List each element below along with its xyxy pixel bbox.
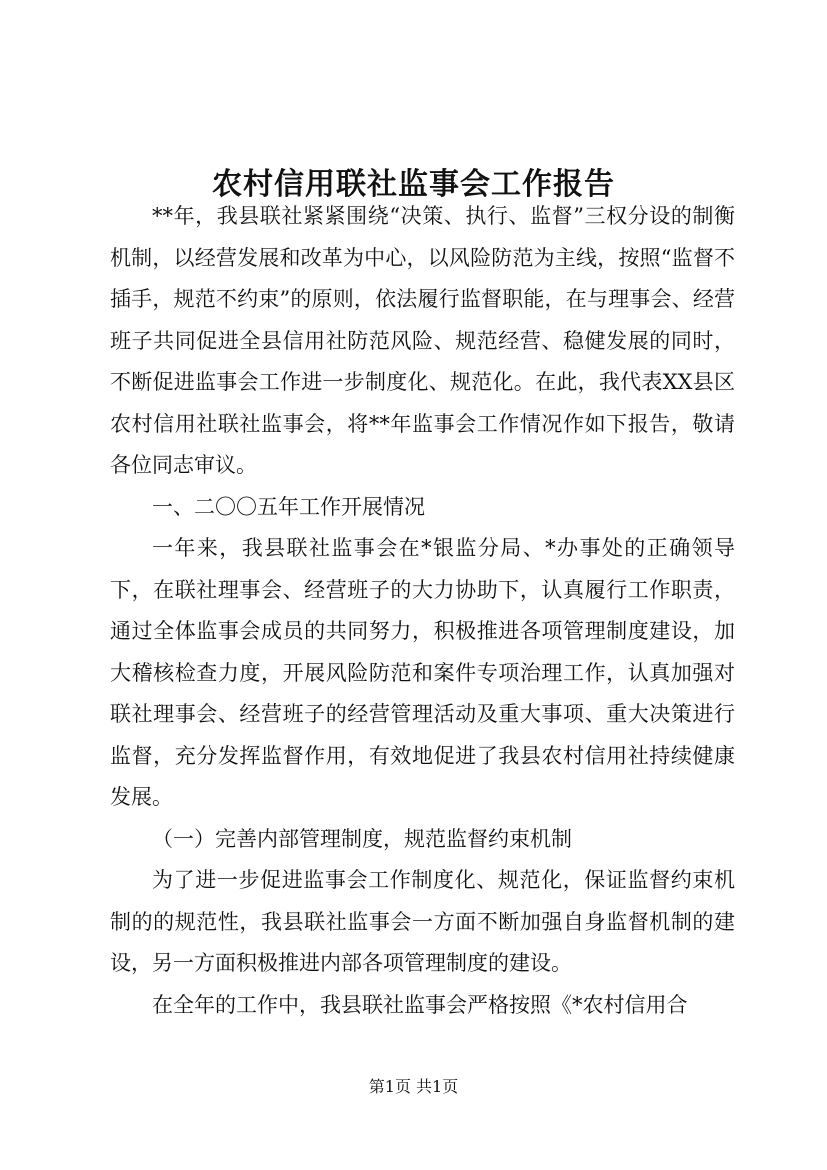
document-body [110,196,735,1026]
subsection-heading-1: （一）完善内部管理制度，规范监督约束机制 [152,826,572,851]
document-title: 农村信用联社监事会工作报告 [212,167,615,203]
section-heading-1: 一、二〇〇五年工作开展情况 [152,494,425,519]
paragraph-annual-work: 在全年的工作中，我县联社监事会严格按照《*农村信用合 [152,992,688,1017]
paragraph-system-building: 为了进一步促进监事会工作制度化、规范化，保证监督约束机制的的规范性，我县联社监事会一方面不断加强自身监督机制的建设，另一方面积极推进内部各项管理制度的建设。 [110,868,735,975]
page-footer: 第1页 共1页 [368,1077,459,1096]
paragraph-summary: 一年来，我县联社监事会在*银监分局、*办事处的正确领导下，在联社理事会、经营班子的大力协助下，认真履行工作职责，通过全体监事会成员的共同努力，积极推进各项管理制度建设，加大稽核检查力度，开展风险防范和案件专项治理工作，认真加强对联社理事会、经营班子的经营管理活动及重大事项、重大决策进行监督，充分发挥监督作用，有效地促进了我县农村信用社持续健康发展。 [110,536,735,809]
paragraph-intro: **年，我县联社紧紧围绕“决策、执行、监督”三权分设的制衡机制，以经营发展和改革为中心，以风险防范为主线，按照“监督不插手，规范不约束”的原则，依法履行监督职能，在与理事会、经营班子共同促进全县信用社防范风险、规范经营、稳健发展的同时，不断促进监事会工作进一步制度化、规范化。在此，我代表XX县区农村信用社联社监事会，将**年监事会工作情况作如下报告，敬请各位同志审议。 [110,204,735,477]
